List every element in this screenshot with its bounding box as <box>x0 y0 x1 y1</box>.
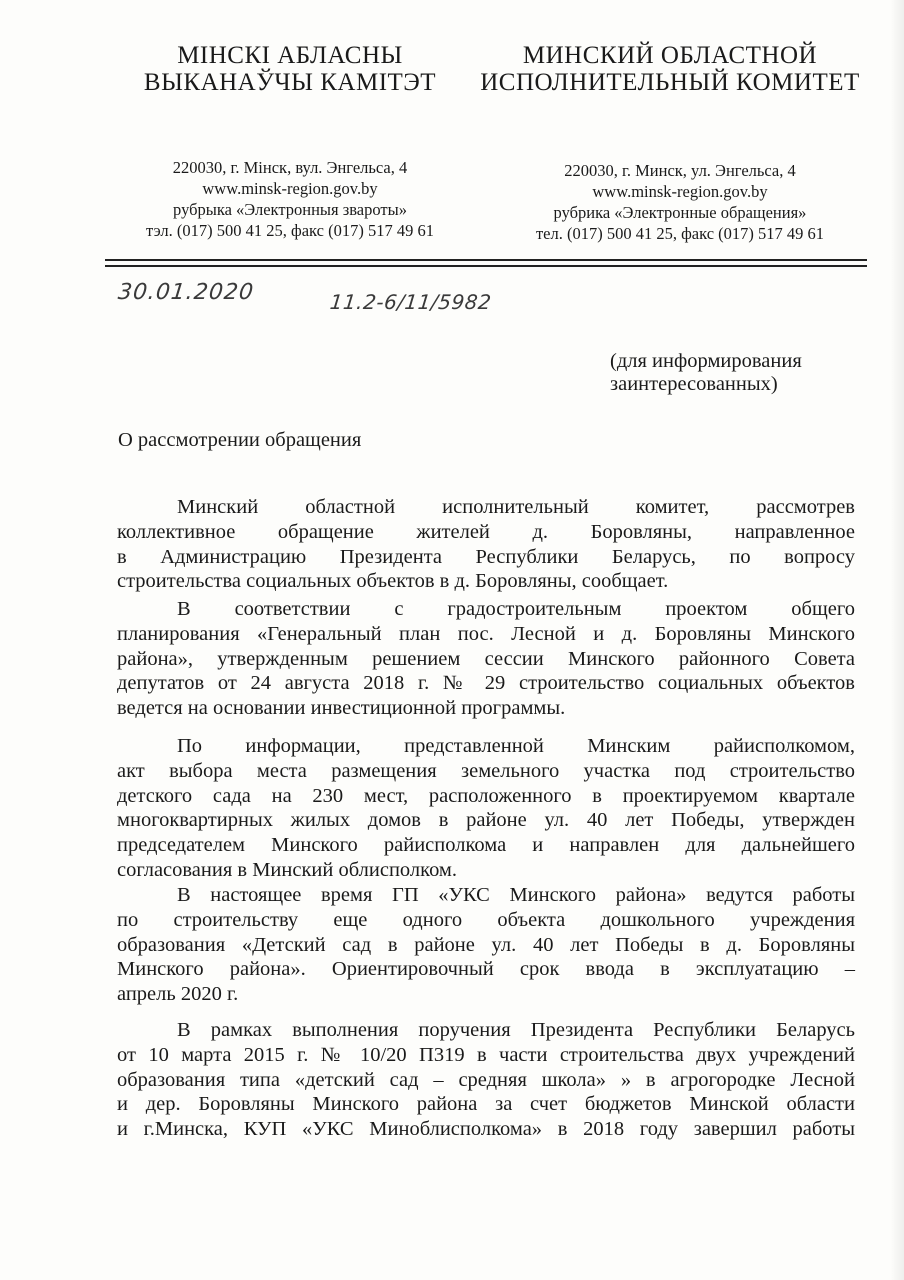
header-by-address-line: тэл. (017) 500 41 25, факс (017) 517 49 61 <box>146 221 434 240</box>
paragraph-line: апрель 2020 г. <box>117 983 239 1006</box>
paragraph-line: В рамках выполнения поручения Президента Республики Беларусь <box>177 1019 855 1041</box>
header-divider-top <box>105 259 867 261</box>
body-paragraph <box>117 597 855 721</box>
paragraph-line: по строительству еще одного объекта дошкольного учреждения <box>117 908 855 931</box>
header-divider-bottom <box>105 265 867 267</box>
header-by-title-line: ВЫКАНАЎЧЫ КАМІТЭТ <box>143 69 437 96</box>
header-ru-address-line: 220030, г. Минск, ул. Энгельса, 4 <box>564 161 796 180</box>
paragraph-line: строительства социальных объектов в д. Боровляны, сообщает. <box>117 570 669 593</box>
paragraph-line: Минский областной исполнительный комитет, рассмотрев <box>177 496 855 518</box>
paragraph-line: согласования в Минский облисполком. <box>117 858 458 881</box>
addressee-line: (для информирования <box>610 350 802 372</box>
header-ru-title-line: ИСПОЛНИТЕЛЬНЫЙ КОМИТЕТ <box>480 69 860 96</box>
paragraph-line: По информации, представленной Минским райисполкомом, <box>177 735 855 757</box>
header-by-address-line: 220030, г. Мінск, вул. Энгельса, 4 <box>172 158 408 177</box>
page-edge-shadow <box>890 0 904 1280</box>
header-belarusian-title <box>110 42 470 96</box>
paragraph-line: от 10 марта 2015 г. № 10/20 П319 в части строительства двух учреждений <box>117 1043 855 1066</box>
registration-number: 11.2-6/11/5982 <box>328 290 493 314</box>
header-ru-address-line: тел. (017) 500 41 25, факс (017) 517 49 61 <box>535 224 825 243</box>
body-paragraph <box>117 734 855 883</box>
paragraph-line: ведется на основании инвестиционной программы. <box>117 697 566 720</box>
paragraph-line: депутатов от 24 августа 2018 г. № 29 строительство социальных объектов <box>117 672 855 695</box>
header-ru-title-line: МИНСКИЙ ОБЛАСТНОЙ <box>522 42 818 69</box>
header-by-title-line: МІНСКІ АБЛАСНЫ <box>177 42 403 69</box>
header-russian-address <box>495 160 865 244</box>
addressee-block <box>610 350 802 396</box>
paragraph-line: в Администрацию Президента Республики Беларусь, по вопросу <box>117 545 855 568</box>
body-paragraph <box>117 883 855 1007</box>
paragraph-line: В настоящее время ГП «УКС Минского района» ведутся работы <box>177 884 855 906</box>
paragraph-line: планирования «Генеральный план пос. Лесной и д. Боровляны Минского <box>117 622 855 645</box>
paragraph-line: и дер. Боровляны Минского района за счет бюджетов Минской области <box>117 1093 855 1116</box>
body-paragraph <box>117 495 855 594</box>
header-by-address-line: www.minsk-region.gov.by <box>202 179 378 198</box>
paragraph-line: Минского района». Ориентировочный срок ввода в эксплуатацию – <box>117 958 855 981</box>
paragraph-line: детского сада на 230 мест, расположенного в проектируемом квартале <box>117 784 855 807</box>
paragraph-line: коллективное обращение жителей д. Боровляны, направленное <box>117 520 855 543</box>
paragraph-line: акт выбора места размещения земельного участка под строительство <box>117 759 855 782</box>
header-by-address-line: рубрыка «Электронныя звароты» <box>173 200 407 219</box>
paragraph-line: района», утвержденным решением сессии Минского районного Совета <box>117 647 855 670</box>
paragraph-line: В соответствии с градостроительным проектом общего <box>177 598 855 620</box>
header-russian-title <box>470 42 870 96</box>
paragraph-line: образования типа «детский сад – средняя школа» » в агрогородке Лесной <box>117 1068 855 1091</box>
paragraph-line: председателем Минского райисполкома и направлен для дальнейшего <box>117 834 855 857</box>
paragraph-line: и г.Минска, КУП «УКС Миноблисполкома» в 2018 году завершил работы <box>117 1118 855 1141</box>
letter-subject: О рассмотрении обращения <box>118 429 362 451</box>
paragraph-line: многоквартирных жилых домов в районе ул. 40 лет Победы, утвержден <box>117 809 855 832</box>
body-paragraph <box>117 1018 855 1142</box>
header-ru-address-line: www.minsk-region.gov.by <box>592 182 768 201</box>
addressee-line: заинтересованных) <box>610 373 778 395</box>
header-ru-address-line: рубрика «Электронные обращения» <box>553 203 807 222</box>
paragraph-line: образования «Детский сад в районе ул. 40 лет Победы в д. Боровляны <box>117 933 855 956</box>
registration-date: 30.01.2020 <box>116 280 256 305</box>
header-belarusian-address <box>110 157 470 241</box>
